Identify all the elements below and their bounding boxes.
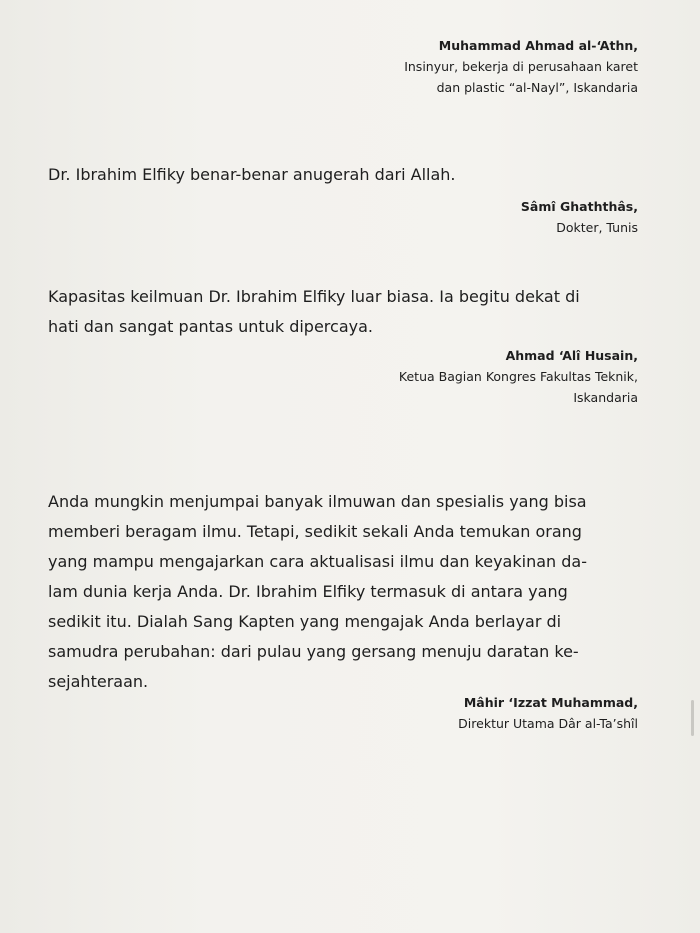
quote-line: sejahteraan. xyxy=(48,672,149,691)
quote-line: Kapasitas keilmuan Dr. Ibrahim Elfiky luar biasa. Ia begitu dekat di xyxy=(48,287,580,306)
attribution-ghaththas xyxy=(521,196,638,238)
page-edge-mark xyxy=(691,700,694,736)
author-role-line: Iskandaria xyxy=(573,390,638,405)
quote-line: yang mampu mengajarkan cara aktualisasi ilmu dan keyakinan da- xyxy=(48,552,587,571)
quote-line: samudra perubahan: dari pulau yang gersang menuju daratan ke- xyxy=(48,642,579,661)
quote-line: sedikit itu. Dialah Sang Kapten yang mengajak Anda berlayar di xyxy=(48,612,562,631)
author-role-line: Ketua Bagian Kongres Fakultas Teknik, xyxy=(398,369,638,384)
author-name: Ahmad ‘Alî Husain, xyxy=(505,348,638,363)
author-role-line: Dokter, Tunis xyxy=(556,220,638,235)
attribution-athn xyxy=(404,35,638,98)
quote-line: memberi beragam ilmu. Tetapi, sedikit sekali Anda temukan orang xyxy=(48,522,582,541)
testimonial-quote-muhammad xyxy=(48,487,638,697)
testimonial-quote-husain xyxy=(48,282,638,342)
quote-line: hati dan sangat pantas untuk dipercaya. xyxy=(48,317,373,336)
author-role-line: Direktur Utama Dâr al-Ta’shîl xyxy=(458,716,638,731)
author-role-line: Insinyur, bekerja di perusahaan karet xyxy=(404,59,638,74)
attribution-muhammad xyxy=(458,692,638,734)
author-name: Mâhir ‘Izzat Muhammad, xyxy=(463,695,638,710)
author-name: Muhammad Ahmad al-‘Athn, xyxy=(438,38,638,53)
testimonial-quote-ghaththas xyxy=(48,160,638,190)
author-role-line: dan plastic “al-Nayl”, Iskandaria xyxy=(436,80,638,95)
author-name: Sâmî Ghaththâs, xyxy=(520,199,638,214)
quote-line: Dr. Ibrahim Elfiky benar-benar anugerah dari Allah. xyxy=(48,165,456,184)
quote-line: lam dunia kerja Anda. Dr. Ibrahim Elfiky termasuk di antara yang xyxy=(48,582,568,601)
attribution-husain xyxy=(399,345,638,408)
quote-line: Anda mungkin menjumpai banyak ilmuwan dan spesialis yang bisa xyxy=(48,492,587,511)
